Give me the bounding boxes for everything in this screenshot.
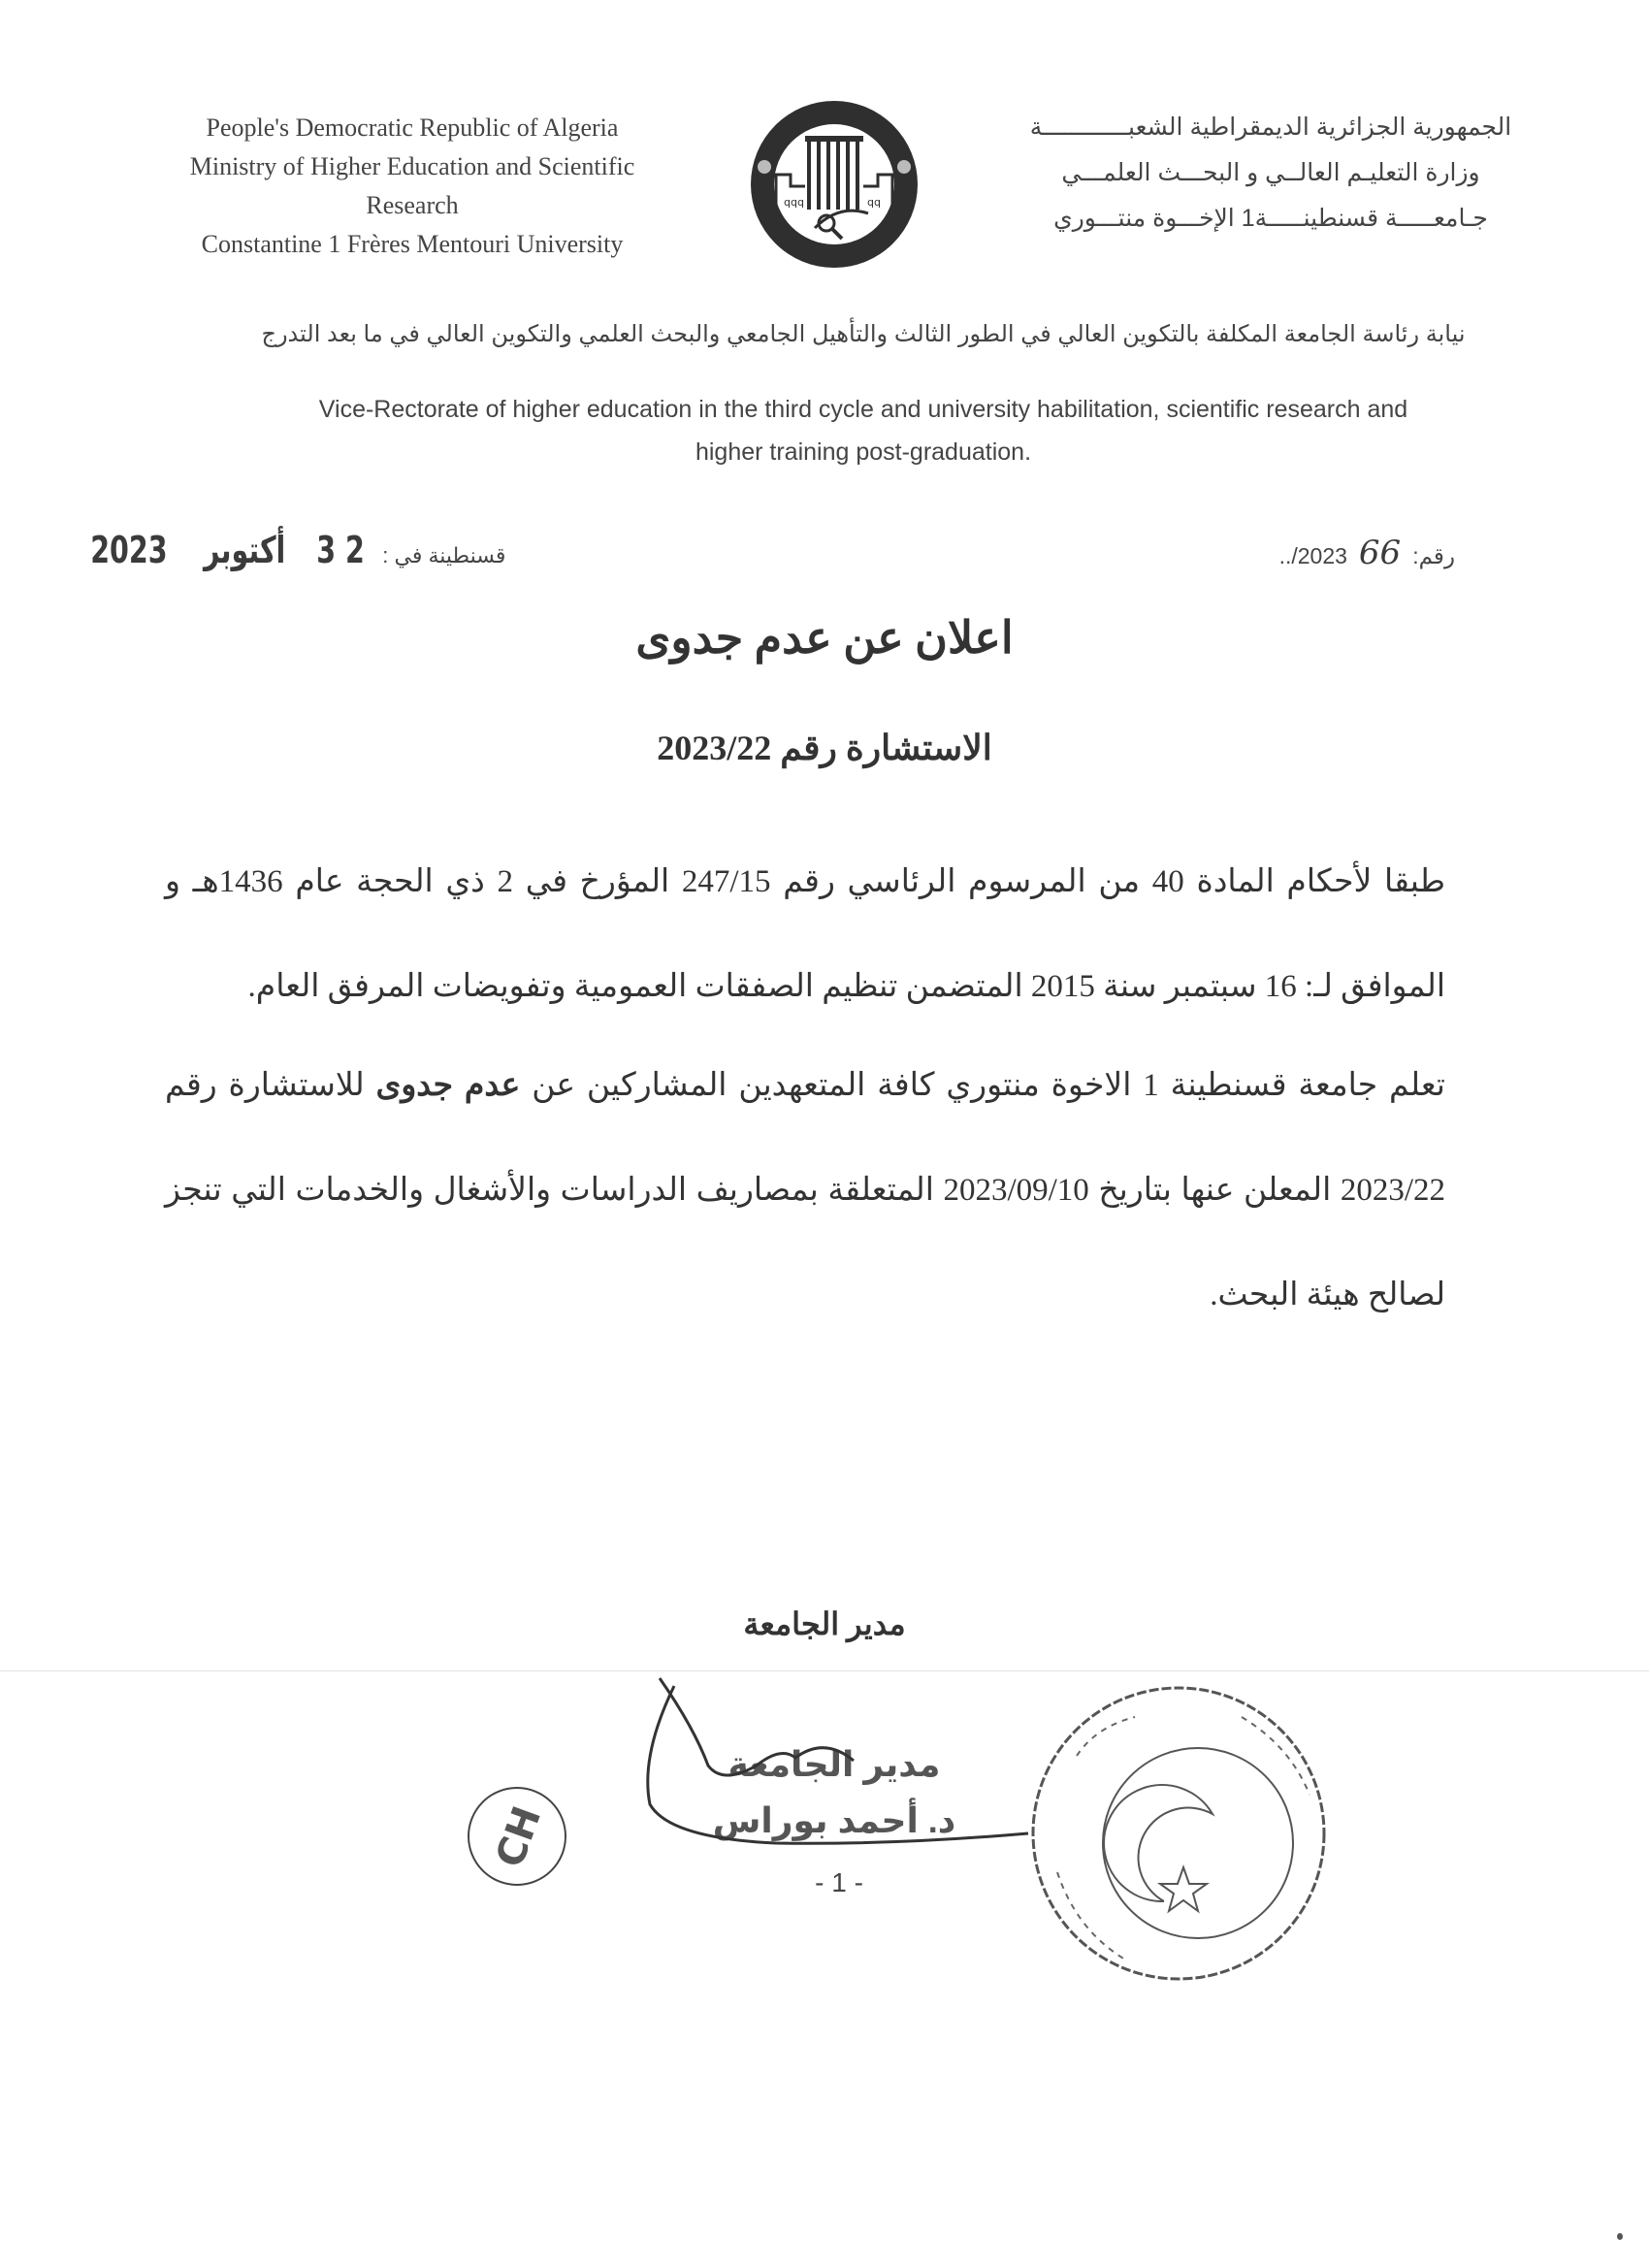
paragraph-legal-basis: طبقا لأحكام المادة 40 من المرسوم الرئاسي رقم 247/15 المؤرخ في 2 ذي الحجة عام 1436هـ و الموافق لـ: 16 سبتمبر سنة 2015 المتضمن تنظيم الصفقات العمومية وتفويضات المرفق العام.: [165, 864, 1445, 1004]
reference-block: [1279, 534, 1455, 572]
university-seal-icon: [747, 97, 922, 272]
date-year: 2023: [90, 529, 168, 571]
paragraph-announcement-bold: عدم جدوى: [375, 1068, 521, 1103]
document-subtitle: الاستشارة رقم 2023/22: [657, 729, 992, 767]
date-block: [78, 529, 505, 571]
scan-speck: [1617, 2233, 1623, 2240]
vice-rectorate-en-line: Vice-Rectorate of higher education in the third cycle and university habilitation, scientific research and: [318, 396, 1408, 423]
reference-number: 66: [1358, 534, 1402, 572]
document-title: اعلان عن عدم جدوى: [635, 613, 1014, 663]
reference-suffix: ../2023: [1278, 543, 1347, 568]
header-ar-line: الجمهورية الجزائرية الديمقراطية الشعبــــــــــــة: [1029, 113, 1512, 141]
header-ar-line: وزارة التعليـم العالــي و البحـــث العلمـــي: [1061, 159, 1480, 186]
svg-text:qqq: qqq: [784, 196, 804, 209]
paragraph-announcement-before: تعلم جامعة قسنطينة 1 الاخوة منتوري كافة المتعهدين المشاركين عن: [520, 1068, 1445, 1103]
vice-rectorate-arabic: نيابة رئاسة الجامعة المكلفة بالتكوين العالي في الطور الثالث والتأهيل الجامعي والبحث العلمي والتكوين العالي في ما بعد التدرج: [261, 321, 1466, 347]
header-arabic: [1009, 105, 1533, 242]
header-en-line: Ministry of Higher Education and Scientific: [189, 152, 635, 180]
date-day: 2 3: [316, 529, 366, 571]
signatory-stamp-line: مدير الجامعة: [728, 1744, 941, 1784]
header-ar-line: جـامعـــــة قسنطينـــــة1 الإخـــوة منتـــوري: [1053, 205, 1488, 232]
header-en-line: People's Democratic Republic of Algeria: [206, 113, 619, 142]
handwritten-signature-icon: [601, 1669, 1048, 1863]
paragraph-announcement: [165, 1033, 1445, 1347]
vice-rectorate-en-line: higher training post-graduation.: [695, 438, 1032, 466]
header-en-line: Research: [366, 191, 459, 219]
initials-stamp-icon: [464, 1783, 570, 1890]
svg-text:qq: qq: [867, 196, 881, 209]
reference-label: رقم:: [1412, 543, 1455, 568]
initials-stamp-text: CH: [487, 1800, 551, 1874]
paragraph-announcement-after: للاستشارة رقم 2023/22 المعلن عنها بتاريخ 2023/09/10 المتعلقة بمصاريف الدراسات والأشغال والخدمات التي تنجز لصالح هيئة البحث.: [165, 1068, 1445, 1312]
header-en-line: Constantine 1 Frères Mentouri University: [201, 230, 624, 258]
page-number: - 1 -: [815, 1867, 863, 1897]
signatory-stamp-name: د. أحمد بوراس: [712, 1800, 956, 1840]
vice-rectorate-english: [194, 388, 1533, 473]
official-round-stamp-icon: [1018, 1678, 1329, 1998]
signatory-title: مدير الجامعة: [743, 1606, 906, 1641]
header-english: [146, 109, 679, 264]
reference-row: [78, 529, 1455, 577]
date-month: أكتوبر: [203, 529, 286, 571]
date-label: قسنطينة في :: [382, 543, 506, 567]
